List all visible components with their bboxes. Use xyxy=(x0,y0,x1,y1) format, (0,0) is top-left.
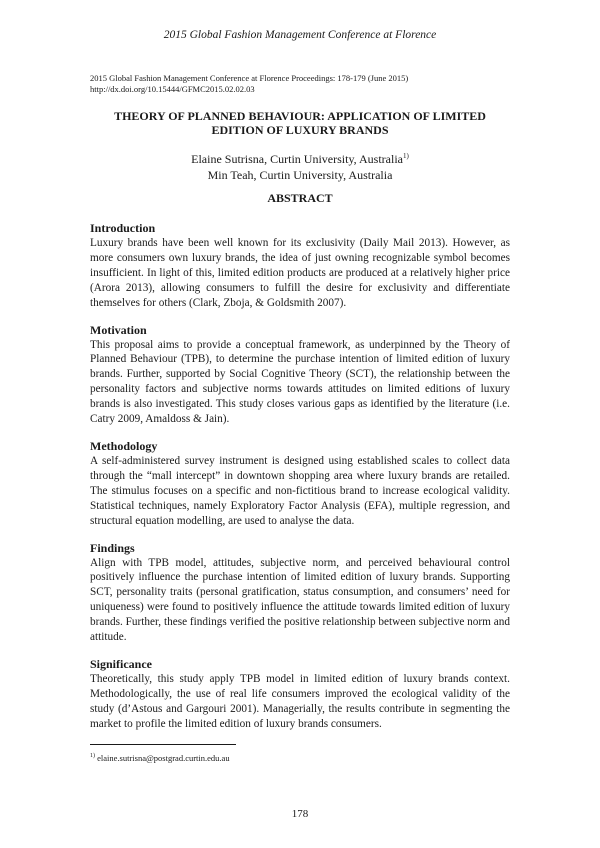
section-text: Align with TPB model, attitudes, subjective norm, and perceived behavioural control positively influence the purchase intention of limited edition of luxury brands. Supporting SCT, personality traits (personal gratification, status consumption, and consumers’ need for uniqueness) were found to positively influence the attitude towards limited edition of luxury brands. Further, these findings verified the positive relationship between subjective norm and attitude. xyxy=(90,556,510,644)
section-heading: Motivation xyxy=(90,322,147,337)
author-1 xyxy=(90,148,510,167)
author-list xyxy=(90,148,510,183)
section-heading: Significance xyxy=(90,656,152,671)
proceedings-info xyxy=(90,73,520,95)
section-text: This proposal aims to provide a conceptual framework, as underpinned by the Theory of Planned Behaviour (TPB), to determine the purchase intention of limited edition of luxury brands. Further, supported by Social Cognitive Theory (SCT), the relationship between the personality factors and subjective norms towards attitudes on limited editions of luxury brands is also investigated. This study closes various gaps as identified by the literature (i.e. Catry 2009, Amaldoss & Jain). xyxy=(90,338,510,426)
footnote xyxy=(90,753,230,763)
title-line-2: EDITION OF LUXURY BRANDS xyxy=(211,123,389,137)
section-text: A self-administered survey instrument is designed using established scales to collect data through the “mall intercept” in downtown shopping area where luxury brands are retailed. The stimulus focuses on a specific and non-fictitious brand to increase ecological validity. Statistical techniques, namely Exploratory Factor Analysis (EFA), multiple regression, and structural equation modelling, are used to analyse the data. xyxy=(90,454,510,527)
page-number: 178 xyxy=(291,808,309,820)
doi-link[interactable]: http://dx.doi.org/10.15444/GFMC2015.02.02.03 xyxy=(90,84,255,94)
section-introduction xyxy=(90,221,510,311)
section-text: Luxury brands have been well known for its exclusivity (Daily Mail 2013). However, as more consumers own luxury brands, the idea of just owning recognizable symbol becomes insufficient. In light of this, limited edition products are produced at a relatively higher price (Arora 2013), allowing consumers to fulfill the desire for exclusivity and differentiate themselves for others (Clark, Zboja, & Goldsmith 2007). xyxy=(90,237,510,309)
section-heading: Introduction xyxy=(90,221,156,235)
footnote-mark: 1) xyxy=(90,753,95,760)
abstract-body xyxy=(90,221,510,744)
proceedings-citation: 2015 Global Fashion Management Conference at Florence Proceedings: 178-179 (June 2015) xyxy=(90,73,409,83)
footnote-email[interactable]: elaine.sutrisna@postgrad.curtin.edu.au xyxy=(97,753,230,763)
author-1-footnote-mark: 1) xyxy=(403,152,409,160)
title-line-1: THEORY OF PLANNED BEHAVIOUR: APPLICATION OF LIMITED xyxy=(114,109,486,123)
abstract-heading: ABSTRACT xyxy=(267,191,333,205)
section-significance xyxy=(90,657,510,732)
author-1-name: Elaine Sutrisna, Curtin University, Australia xyxy=(191,152,403,166)
running-head: 2015 Global Fashion Management Conference at Florence xyxy=(163,29,437,41)
section-text: Theoretically, this study apply TPB model in limited edition of luxury brands context. Methodologically, the use of real life consumers improved the ecological validity of the study (d’Astous and Gargouri 2001). Managerially, the results contribute in segmenting the market to profile the limited edition of luxury brands consumers. xyxy=(90,672,510,730)
footnote-divider xyxy=(90,744,236,745)
section-motivation xyxy=(90,323,510,427)
paper-title xyxy=(90,109,510,137)
author-2: Min Teah, Curtin University, Australia xyxy=(207,168,393,182)
section-heading: Findings xyxy=(90,540,135,555)
section-heading: Methodology xyxy=(90,438,158,453)
section-methodology xyxy=(90,439,510,529)
section-findings xyxy=(90,541,510,645)
